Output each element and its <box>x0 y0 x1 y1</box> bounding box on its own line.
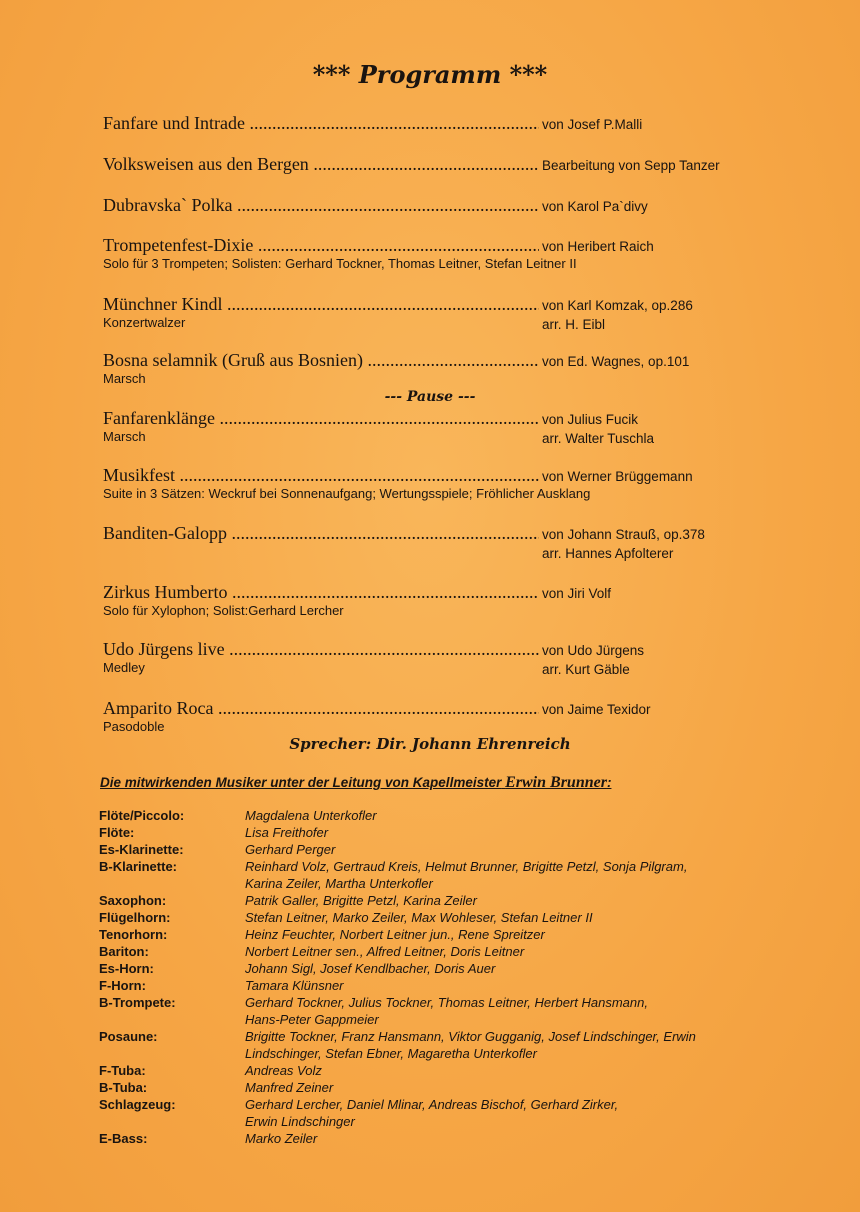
program-item <box>103 235 763 273</box>
piece-title: Musikfest ..... <box>103 465 539 486</box>
piece-composer: von Jiri Volf <box>542 586 612 601</box>
program-item <box>103 698 763 736</box>
roster-row <box>99 1062 779 1079</box>
musician-names <box>245 1028 765 1062</box>
roster-row <box>99 960 779 977</box>
program-item <box>103 350 763 388</box>
instrument-label: Es-Klarinette: <box>99 842 184 857</box>
piece-composer: von Karol Pa`divy <box>542 199 648 214</box>
instrument-label: Schlagzeug: <box>99 1097 176 1112</box>
musician-names-line1: Brigitte Tockner, Franz Hansmann, Viktor Gugganig, Josef Lindschinger, Erwin <box>245 1029 696 1044</box>
musician-names: Norbert Leitner sen., Alfred Leitner, Doris Leitner <box>245 944 525 959</box>
piece-description: Solo für 3 Trompeten; Solisten: Gerhard Tockner, Thomas Leitner, Stefan Leitner II <box>103 256 577 271</box>
musician-names: Heinz Feuchter, Norbert Leitner jun., Rene Spreitzer <box>245 927 545 942</box>
musician-names: Marko Zeiler <box>245 1131 318 1146</box>
piece-composer: von Heribert Raich <box>542 239 654 254</box>
piece-arranger: arr. Walter Tuschla <box>542 431 655 446</box>
piece-title: Udo Jürgens live ..... <box>103 639 539 660</box>
piece-composer: von Johann Strauß, op.378 <box>542 527 705 542</box>
piece-description: Marsch <box>103 371 146 386</box>
instrument-label: Flöte/Piccolo: <box>99 808 185 823</box>
instrument-label: Tenorhorn: <box>99 927 168 942</box>
musician-roster <box>99 807 779 1147</box>
program-item <box>103 195 763 216</box>
speaker-credit: Sprecher: Dir. Johann Ehrenreich <box>289 735 571 753</box>
musician-names: Gerhard Perger <box>245 842 336 857</box>
instrument-label: Posaune: <box>99 1029 158 1044</box>
piece-composer: von Werner Brüggemann <box>542 469 693 484</box>
roster-row <box>99 1130 779 1147</box>
roster-row <box>99 807 779 824</box>
roster-row <box>99 892 779 909</box>
musician-names: Stefan Leitner, Marko Zeiler, Max Wohleser, Stefan Leitner II <box>245 910 593 925</box>
piece-title: Zirkus Humberto ..... <box>103 582 539 603</box>
musician-names-line2: Lindschinger, Stefan Ebner, Magaretha Unterkofler <box>245 1046 537 1061</box>
roster-row <box>99 926 779 943</box>
instrument-label: E-Bass: <box>99 1131 148 1146</box>
program-item <box>103 294 763 332</box>
piece-description: Solo für Xylophon; Solist:Gerhard Lercher <box>103 603 344 618</box>
program-item <box>103 154 763 175</box>
musician-names <box>245 1096 765 1130</box>
roster-row <box>99 909 779 926</box>
piece-composer: von Udo Jürgens <box>542 643 645 658</box>
musician-names: Lisa Freithofer <box>245 825 329 840</box>
roster-row <box>99 1096 779 1130</box>
roster-row <box>99 977 779 994</box>
page-title: *** Programm *** <box>312 60 548 89</box>
instrument-label: B-Klarinette: <box>99 859 178 874</box>
conductor-name: Erwin Brunner <box>505 774 607 791</box>
instrument-label: B-Tuba: <box>99 1080 148 1095</box>
musician-names-line1: Gerhard Tockner, Julius Tockner, Thomas Leitner, Herbert Hansmann, <box>245 995 648 1010</box>
instrument-label: Saxophon: <box>99 893 167 908</box>
piece-title: Amparito Roca ..... <box>103 698 539 719</box>
piece-description: Konzertwalzer <box>103 315 186 330</box>
musician-names-line2: Erwin Lindschinger <box>245 1114 355 1129</box>
piece-composer: von Jaime Texidor <box>542 702 651 717</box>
piece-arranger: arr. Kurt Gäble <box>542 662 630 677</box>
piece-composer: von Ed. Wagnes, op.101 <box>542 354 690 369</box>
musician-names: Tamara Klünsner <box>245 978 344 993</box>
instrument-label: Es-Horn: <box>99 961 154 976</box>
musician-names-line1: Gerhard Lercher, Daniel Mlinar, Andreas Bischof, Gerhard Zirker, <box>245 1097 619 1112</box>
musician-names: Patrik Galler, Brigitte Petzl, Karina Zeiler <box>245 893 477 908</box>
program-item <box>103 113 763 134</box>
instrument-label: Bariton: <box>99 944 149 959</box>
program-item <box>103 465 763 503</box>
musician-names: Magdalena Unterkofler <box>245 808 377 823</box>
program-item <box>103 408 763 446</box>
piece-title: Volksweisen aus den Bergen ..... <box>103 154 539 175</box>
piece-title: Bosna selamnik (Gruß aus Bosnien) ..... <box>103 350 539 371</box>
piece-description: Suite in 3 Sätzen: Weckruf bei Sonnenaufgang; Wertungsspiele; Fröhlicher Ausklang <box>103 486 591 501</box>
roster-row <box>99 1028 779 1062</box>
piece-composer: von Julius Fucik <box>542 412 639 427</box>
piece-description: Medley <box>103 660 145 675</box>
piece-arranger: arr. H. Eibl <box>542 317 606 332</box>
instrument-label: Flügelhorn: <box>99 910 171 925</box>
roster-row <box>99 824 779 841</box>
instrument-label: F-Horn: <box>99 978 146 993</box>
piece-arranger: arr. Hannes Apfolterer <box>542 546 674 561</box>
musician-names <box>245 858 765 892</box>
piece-composer: Bearbeitung von Sepp Tanzer <box>542 158 720 173</box>
piece-description: Pasodoble <box>103 719 165 734</box>
musician-names-line2: Karina Zeiler, Martha Unterkofler <box>245 876 433 891</box>
program-item <box>103 582 763 620</box>
piece-title: Fanfare und Intrade ..... <box>103 113 539 134</box>
instrument-label: Flöte: <box>99 825 135 840</box>
musicians-heading-colon: : <box>606 775 612 790</box>
musician-names: Manfred Zeiner <box>245 1080 334 1095</box>
roster-row <box>99 1079 779 1096</box>
instrument-label: B-Trompete: <box>99 995 176 1010</box>
musician-names-line1: Reinhard Volz, Gertraud Kreis, Helmut Brunner, Brigitte Petzl, Sonja Pilgram, <box>245 859 688 874</box>
piece-title: Trompetenfest-Dixie ..... <box>103 235 539 256</box>
roster-row <box>99 858 779 892</box>
musicians-heading-lead: Die mitwirkenden Musiker unter der Leitung von Kapellmeister <box>100 775 502 790</box>
roster-row <box>99 994 779 1028</box>
instrument-label: F-Tuba: <box>99 1063 146 1078</box>
piece-title: Fanfarenklänge ..... <box>103 408 539 429</box>
musician-names: Johann Sigl, Josef Kendlbacher, Doris Auer <box>245 961 496 976</box>
musician-names: Andreas Volz <box>245 1063 322 1078</box>
musician-names <box>245 994 765 1028</box>
program-item <box>103 523 763 561</box>
musicians-heading <box>100 774 611 792</box>
piece-composer: von Karl Komzak, op.286 <box>542 298 693 313</box>
piece-description: Marsch <box>103 429 146 444</box>
roster-row <box>99 841 779 858</box>
program-item <box>103 639 763 677</box>
roster-row <box>99 943 779 960</box>
piece-title: Dubravska` Polka ..... <box>103 195 539 216</box>
musician-names-line2: Hans-Peter Gappmeier <box>245 1012 379 1027</box>
piece-title: Banditen-Galopp ..... <box>103 523 539 544</box>
piece-title: Münchner Kindl ..... <box>103 294 539 315</box>
intermission-label: --- Pause --- <box>384 389 476 405</box>
piece-composer: von Josef P.Malli <box>542 117 643 132</box>
